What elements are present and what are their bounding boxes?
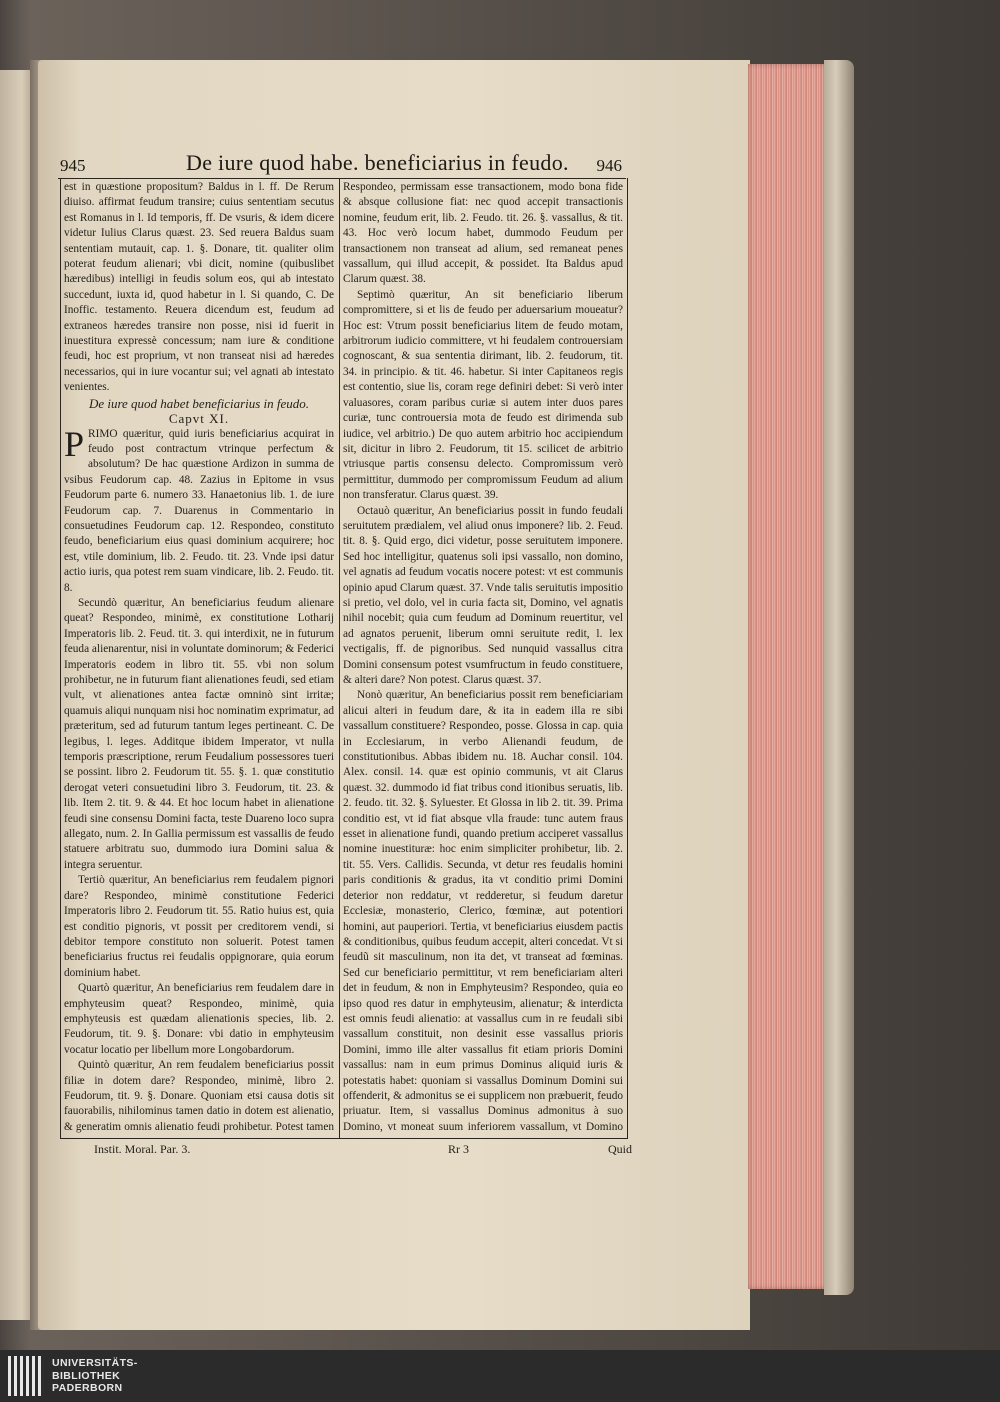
paragraph-first [64, 423, 334, 596]
library-name-line: PADERBORN [52, 1382, 123, 1394]
library-name-line: UNIVERSITÄTS- [52, 1357, 138, 1369]
library-logo-icon [8, 1356, 44, 1396]
page-number-left: 945 [60, 156, 86, 175]
paragraph-text: RIMO quæritur, quid iuris beneficiarius acquirat in feudo post contractum vtrinque perfectum & absolutum? De hac quæstione Ardizon in summa de vsibus Feudorum cap. 48. Zazius in Epitome in vsus Feudorum parte 6. numero 33. Hanaetonius lib. 1. de iure Feudorum cap. 7. Duarenus in Commentario in consuetudines Feudorum cap. 12. Respondeo, constituto feudo, beneficiarium eius quasi dominium acquirere; hoc est, vtile dominium, lib. 2. Feudo. tit. 23. Vnde ipsi datur actio iuris, qua potest rem suam vindicare, lib. 2. Feudo. tit. 8. [64, 427, 334, 594]
right-column [343, 180, 623, 1135]
running-header [58, 150, 626, 179]
column-divider [339, 178, 340, 1138]
section-title: De iure quod habet beneficiarius in feudo. [88, 395, 310, 411]
library-banner [0, 1350, 1000, 1402]
paragraph: est in quæstione propositum? Baldus in l. ff. De Rerum diuiso. affirmat feudum transire; cuius sententiam secutus est Romanus in l. Id temporis, ff. De vsuris, & idem dicere videtur Iulius Clarus quæst. 23. Sed reuera Baldus suam sententiam mutauit, cap. 1. §. Donare, tit. qualiter olim poterat feudum alienari; vbi dicit, nomine (quibuslibet hæredibus) intelligi in feudis solum eos, qui ab intestato succedunt, iuxta id, quod habetur in l. Si quando, C. De Inoffic. testamento. Reuera dicendum est, feudum ad extraneos hæredes transire non posse, nisi id fuerit in inuestitura expressè concessum; nam iure & conditione feudi, hoc est proprium, vt non transeat nisi ad hæredes necessarios, qui in iure vocantur sui; vel agnati ab intestato venientes. [64, 181, 334, 394]
paragraph: Octauò quæritur, An beneficiarius possit in fundo feudali seruitutem prædialem, vel aliud onus imponere? lib. 2. Feud. tit. 8. §. Quid ergo, dici videtur, posse seruitutem imponere. Sed hoc intelligitur, quatenus soli ipsi vassallo, non domino, vel agnatis ad feudum vocatis nocere potest: vt est communis opinio apud Clarum quæst. 37. Vnde talis seruitutis impositio si pretio, vel dolo, vel in curia facta sit, Domino, vel agnatis nihil nocebit; quia cum feudum ad Dominum reuertitur, vel ad agnatos peruenit, liberum omni seruitute redit, l. lex vectigalis, ff. de pignoribus. Sed nunquid vassallus citra Domini consensum potest vsumfructum in feudo constituere, & alteri dare? Non potest. Clarus quæst. 37. [343, 504, 623, 686]
catchword: Quid [608, 1142, 632, 1156]
left-column [64, 180, 334, 1135]
page-number-right: 946 [596, 156, 622, 175]
library-name [52, 1357, 138, 1395]
signature-mark: Rr 3 [448, 1142, 469, 1156]
paragraph: Septimò quæritur, An sit beneficiario liberum compromittere, si et lis de feudo per aduersarium moueatur? Hoc est: Vtrum possit beneficiarius litem de feudo motam, arbitrorum iudicio committere, vt hi feudalem controuersiam cognoscant, & sua sententia dirimant, lib. 2. feudorum, tit. 34. in principio. & tit. 46. habetur. Si inter Capitaneos regis est contentio, siue lis, coram rege definiri debet: Si verò inter valuasores, coram paribus curiæ si autem inter duos pares curiæ, tunc controuersia mota de feudo est dirimenda sub iudice, vel arbitrio.) De quo autem arbitrio hoc accipiendum sit, dicitur in libro 2. Feudorum, tit 15. scilicet de arbitrio vtriusque partis consensu delecto. Compromissum verò permittitur, dummodo per compromissum Feudum ad alium non transferatur. Clarus quæst. 39. [343, 288, 623, 502]
paragraph: Secundò quæritur, An beneficiarius feudum alienare queat? Respondeo, minimè, ex constitutione Lotharij Imperatoris lib. 2. Feud. tit. 3. qui interdixit, ne in futurum feuda alienarentur, nisi in voluntate dominorum; & Federici Imperatoris eodem in libro tit. 55. vbi non solum prohibetur, ne in futurum fiant alienationes feudi, sed etiam vult, vt alienationes antea factæ omninò sint irritæ; quamuis aliqui nunquam nisi hoc nominatim exprimatur, ad præteritum, sed ad futurum tantum leges pertineant. C. De legibus, l. leges. Additque ibidem Imperator, vt nulla temporis præscriptione, rerum Feudalium possessores tueri se possint. libro 2. Feudorum tit. 55. §. 1. quæ constitutio derogat veteri consuetudini libro 3. Feudorum, tit. 23. & lib. Item 2. tit. 9. & 44. Et hoc locum habet in alienatione feudi sine consensu Domini facta, teste Duareno loco supra allegato, num. 2. In Gallia permissum est vassallis de feudo statuere arbitratu suo, dummodo iura Domini salua & integra seruentur. [64, 596, 334, 871]
page-edges [748, 64, 826, 1289]
paragraph: Quartò quæritur, An beneficiarius rem feudalem dare in emphyteusim queat? Respondeo, minimè, quia emphyteusis est quædam alienationis species, lib. 2. Feudorum, tit. 9. §. Donare: vbi datio in emphyteusim vocatur locatio per libellum more Longobardorum. [64, 982, 334, 1056]
running-title: De iure quod habe. beneficiarius in feudo. [186, 150, 569, 175]
page-footer [64, 1142, 632, 1158]
paragraph: Quintò quæritur, An rem feudalem beneficiarius possit filiæ in dotem dare? Respondeo, minimè, libro 2. Feudorum, tit. 9. §. Donare. Quoniam etsi causa dotis sit fauorabilis, nihilominus tamen datio in dotem est alienatio, & generatim omnis alienatio feudi prohibetur. Potest tamen [64, 1059, 334, 1133]
library-name-line: BIBLIOTHEK [52, 1369, 121, 1382]
paragraph: Tertiò quæritur, An beneficiarius rem feudalem pignori dare? Respondeo, minimè constitutione Federici Imperatoris libro 2. Feudorum tit. 55. Ratio huius est, quia est conditio pignoris, vt possit per creditorem vendi, si debitor tempore constituto non soluerit. Potest tamen beneficiarius fructus rei feudalis oppignorare, quia eorum dominium habet. [64, 874, 334, 979]
footer-title: Instit. Moral. Par. 3. [94, 1142, 191, 1156]
paragraph: Respondeo, permissam esse transactionem, modo bona fide & absque collusione fiat: nec quod accepit transactionis nomine, feudum erit, lib. 2. Feudo. tit. 26. §. vassallus, & tit. 43. Hoc verò locum habet, dummodo Feudum per transactionem non transeat ad alium, sed remaneat penes vassallum, qui illud accepit, & possidet. Ita Baldus apud Clarum quæst. 38. [343, 181, 623, 286]
book-cover-edge [824, 60, 854, 1295]
paragraph: Nonò quæritur, An beneficiarius possit rem beneficiariam alicui alteri in feudum dare, & ita in eadem illa re sibi vassallum constituere? Respondeo, posse. Glossa in cap. quia in Ecclesiarum, in verbo Alienandi feudum, de constitutionibus. Abbas ibidem nu. 18. Auchar consil. 104. Alex. consil. 14. quæ est opinio communis, vt ait Clarus quæst. 32. dummodo id fiat tribus cond itionibus seruatis, lib. 2. feudo. tit. 32. §. Syluester. Et Glossa in lib 2. tit. 39. Prima conditio est, vt id fiat absque vlla fraude: tunc autem fraus esset in alienatione fundi, quando pretium acciperet vassallus nomine inuestituræ: hoc enim simpliciter prohibetur, lib. 2. tit. 55. Vers. Callidis. Secunda, vt detur res feudalis homini paris conditionis & gradus, ita vt conditio primi Domini deterior non reddatur, vt redderetur, si feudum daretur Ecclesiæ, monasterio, Clerico, fœminæ, aut potentiori homini, aut pauperiori. Tertia, vt beneficiarius eiusdem pactis & conditionibus, quibus feudum accepit, alteri concedat. Vt si feudũ sit masculinum, non ita det, vt transeat ad fœminas. Sed cur beneficiario permittitur, vt rem beneficiariam alteri det in feudum, & non in Emphyteusim? Respondeo, quia eo ipso quod res datur in emphyteusim, alienatur; & interdicta est omnis feudi alienatio: at vassallus cum in re feudali sibi vassallum constituit, non desinit esse vassallus prioris Domini, immo ille alter vassallus fit etiam prioris Domini vassallus: nam in eum primus Dominus aliquid iuris & potestatis habet: quoniam si vassallus Dominum Domini sui offenderit, & admonitus se ei supplicem non præbuerit, feudo priuatur. Item, si vassallus Dominus admonitus à suo Domino, vt moneat suum inferiorem vassallum, vt Domino [343, 689, 623, 1133]
chapter-heading: Capvt XI. [168, 411, 230, 427]
drop-initial: P [64, 423, 85, 464]
